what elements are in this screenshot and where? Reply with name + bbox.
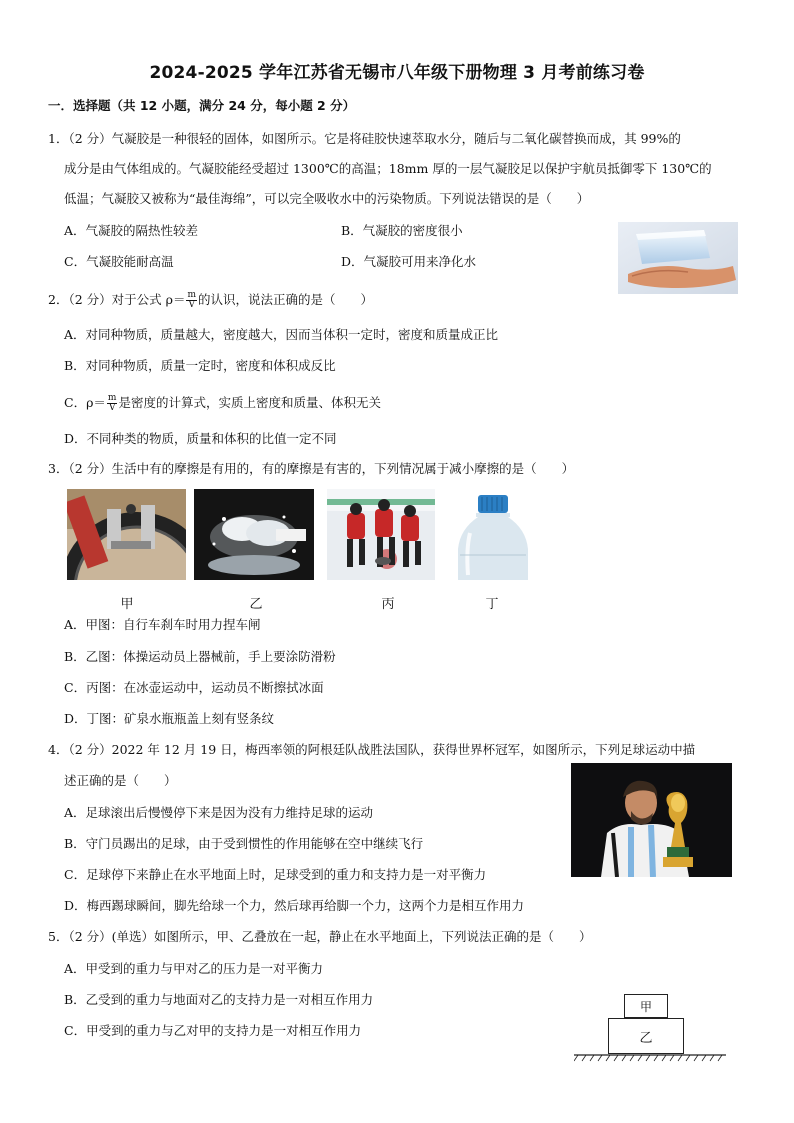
q3-option-b: B．乙图：体操运动员上器械前，手上要涂防滑粉 xyxy=(64,649,336,664)
q3-option-d: D．丁图：矿泉水瓶瓶盖上刻有竖条纹 xyxy=(64,711,275,726)
ground-hatching xyxy=(574,1054,726,1062)
fraction-numerator: m xyxy=(187,290,196,300)
q2-option-c-fraction xyxy=(107,394,118,413)
page-title: 2024-2025 学年江苏省无锡市八年级下册物理 3 月考前练习卷 xyxy=(149,63,645,83)
q3-option-a: A．甲图：自行车刹车时用力捏车闸 xyxy=(64,617,261,632)
caption-yi: 乙 xyxy=(249,597,263,612)
q5-stem: 5．（2 分）(单选）如图所示，甲、乙叠放在一起，静止在水平地面上，下列说法正确的是（ ） xyxy=(48,929,592,944)
water-bottle-photo xyxy=(448,489,538,580)
q5-option-a: A．甲受到的重力与甲对乙的压力是一对平衡力 xyxy=(64,961,324,976)
messi-trophy-photo xyxy=(571,763,732,877)
q2-stem xyxy=(48,291,373,310)
q5-option-b: B．乙受到的重力与地面对乙的支持力是一对相互作用力 xyxy=(64,992,374,1007)
block-top-label: 甲 xyxy=(639,999,652,1014)
bicycle-brake-photo xyxy=(67,489,186,580)
q2-option-c-prefix: C．ρ＝ xyxy=(64,395,106,410)
q4-option-d: D．梅西踢球瞬间，脚先给球一个力，然后球再给脚一个力，这两个力是相互作用力 xyxy=(64,898,525,913)
aerogel-photo xyxy=(618,222,738,294)
q2-formula-fraction xyxy=(186,291,197,310)
q1-stem-line3: 低温；气凝胶又被称为“最佳海绵”，可以完全吸收水中的污染物质。下列说法错误的是（ ） xyxy=(64,191,590,206)
q5-option-c: C．甲受到的重力与乙对甲的支持力是一对相互作用力 xyxy=(64,1023,362,1038)
q4-option-c: C．足球停下来静止在水平地面上时，足球受到的重力和支持力是一对平衡力 xyxy=(64,867,487,882)
caption-bing: 丙 xyxy=(381,597,395,612)
block-bottom xyxy=(608,1018,684,1054)
curling-sweeping-photo xyxy=(327,489,435,580)
q1-stem-line1: 1．（2 分）气凝胶是一种很轻的固体，如图所示。它是将硅胶快速萃取水分，随后与二氧化碳替换而成，其 99%的 xyxy=(48,131,681,146)
q2-option-a: A．对同种物质，质量越大，密度越大，因而当体积一定时，密度和质量成正比 xyxy=(64,327,499,342)
q2-option-c-suffix: 是密度的计算式，实质上密度和质量、体积无关 xyxy=(118,395,381,410)
q2-stem-suffix: 的认识，说法正确的是（ ） xyxy=(198,292,374,307)
chalk-hands-photo xyxy=(194,489,314,580)
q4-option-a: A．足球滚出后慢慢停下来是因为没有力维持足球的运动 xyxy=(64,805,374,820)
q3-stem: 3．（2 分）生活中有的摩擦是有用的，有的摩擦是有害的，下列情况属于减小摩擦的是（ ） xyxy=(48,461,575,476)
caption-jia: 甲 xyxy=(120,597,134,612)
block-bottom-label: 乙 xyxy=(639,1030,653,1046)
q1-option-d: D．气凝胶可用来净化水 xyxy=(341,254,477,269)
q4-stem-line1: 4．（2 分）2022 年 12 月 19 日，梅西率领的阿根廷队战胜法国队，获得世界杯冠军，如图所示，下列足球运动中描 xyxy=(48,742,696,757)
q1-option-b: B．气凝胶的密度很小 xyxy=(341,223,463,238)
section-heading: 一．选择题（共 12 小题，满分 24 分，每小题 2 分） xyxy=(48,98,356,113)
caption-ding: 丁 xyxy=(485,597,499,612)
q2-stem-prefix: 2．（2 分）对于公式 ρ＝ xyxy=(48,292,186,307)
q4-stem-line2: 述正确的是（ ） xyxy=(64,773,177,788)
q1-stem-line2: 成分是由气体组成的。气凝胶能经受超过 1300℃的高温；18mm 厚的一层气凝胶足以保护宇航员抵御零下 130℃的 xyxy=(64,161,712,176)
q4-option-b: B．守门员踢出的足球，由于受到惯性的作用能够在空中继续飞行 xyxy=(64,836,424,851)
q2-option-b: B．对同种物质，质量一定时，密度和体积成反比 xyxy=(64,358,336,373)
q1-option-c: C．气凝胶能耐高温 xyxy=(64,254,174,269)
q3-option-c: C．丙图：在冰壶运动中，运动员不断擦拭冰面 xyxy=(64,680,324,695)
stacked-blocks-diagram xyxy=(574,990,726,1066)
q2-option-d: D．不同种类的物质，质量和体积的比值一定不同 xyxy=(64,431,337,446)
fraction-numerator: m xyxy=(107,393,117,403)
fraction-denominator: V xyxy=(188,300,195,310)
q1-option-a: A．气凝胶的隔热性较差 xyxy=(64,223,199,238)
block-top xyxy=(624,994,668,1018)
fraction-denominator: V xyxy=(108,403,116,413)
q2-option-c xyxy=(64,394,381,413)
